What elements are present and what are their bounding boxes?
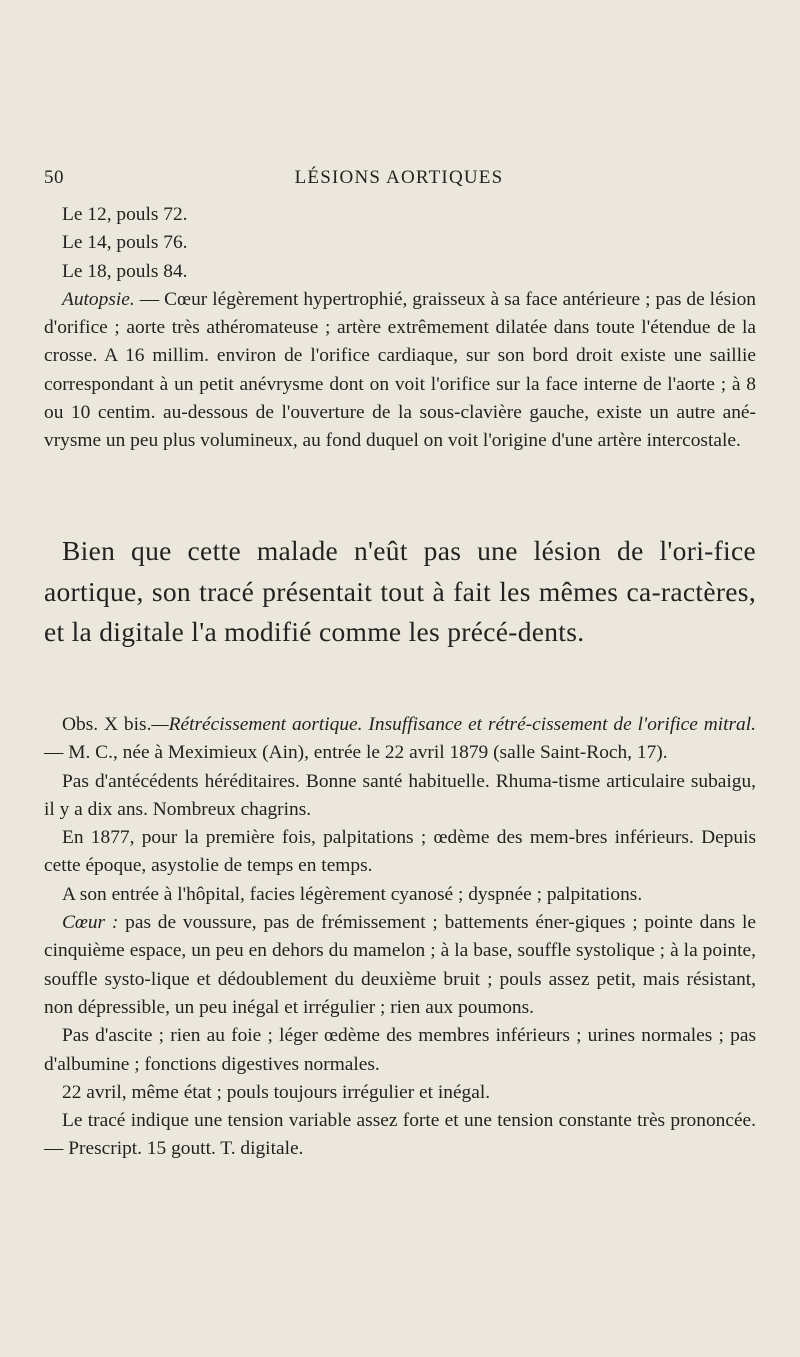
observation-label: Obs. X bis. — [62, 714, 152, 735]
observation-paragraph: Le tracé indique une tension variable assez forte et une tension constante très prononcée. — Prescript. 15 goutt. T. digitale. — [44, 1110, 756, 1160]
page-number: 50 — [44, 167, 64, 188]
autopsy-text: — Cœur légèrement hypertrophié, graisseux à sa face antérieure ; pas de lésion d'orifice ; aorte très athéromateuse ; artère extrêmement dilatée dans toute l'étendue de la crosse. A 16 millim. environ de l'orifice cardiaque, sur son bord droit existe une saillie correspondant à un petit anévrysme dont on voit l'orifice sur la face interne de l'aorte ; à 8 ou 10 centim. au-dessous de l'ouverture de la sous-clavière gauche, existe un autre ané-vrysme un peu plus volumineux, au fond duquel on voit l'origine d'une artère intercostale. — [44, 288, 756, 452]
observation-paragraph: Pas d'antécédents héréditaires. Bonne santé habituelle. Rhuma-tisme articulaire subaigu, il y a dix ans. Nombreux chagrins. — [44, 770, 756, 820]
autopsy-paragraph — [44, 286, 756, 456]
running-title: LÉSIONS AORTIQUES — [294, 167, 504, 188]
pulse-note: Le 12, pouls 72. — [62, 204, 188, 225]
heart-text: pas de voussure, pas de frémissement ; battements éner-giques ; pointe dans le cinquième espace, un peu en dehors du mamelon ; à la base, souffle systolique ; à la pointe, souffle systo-lique et dédoublement du deuxième bruit ; pouls assez petit, mais résistant, non dépressible, un peu inégal et irrégulier ; rien aux poumons. — [44, 912, 756, 1018]
commentary-paragraph: Bien que cette malade n'eût pas une lésion de l'ori-fice aortique, son tracé présentait tout à fait les mêmes ca-ractères, et la digitale l'a modifié comme les précé-dents. — [44, 535, 756, 647]
heart-lead: Cœur : — [62, 912, 119, 934]
observation-heading — [44, 711, 756, 768]
observation-paragraph: En 1877, pour la première fois, palpitations ; œdème des mem-bres inférieurs. Depuis cette époque, asystolie de temps en temps. — [44, 827, 756, 877]
observation — [44, 711, 756, 1164]
commentary — [44, 531, 756, 653]
observation-patient: — M. C., née à Meximieux (Ain), entrée le 22 avril 1879 (salle Saint-Roch, 17). — [44, 742, 668, 764]
page-header — [44, 167, 754, 191]
pulse-note: Le 18, pouls 84. — [62, 260, 188, 282]
observation-paragraph: A son entrée à l'hôpital, facies légèrement cyanosé ; dyspnée ; palpitations. — [62, 883, 643, 905]
heart-exam-paragraph — [44, 909, 756, 1022]
case-notes — [44, 201, 756, 456]
pulse-note: Le 14, pouls 76. — [62, 232, 188, 254]
autopsy-lead: Autopsie. — [62, 288, 135, 310]
observation-paragraph: 22 avril, même état ; pouls toujours irrégulier et inégal. — [62, 1081, 491, 1103]
observation-paragraph: Pas d'ascite ; rien au foie ; léger œdème des membres inférieurs ; urines normales ; pas d'albumine ; fonctions digestives normales. — [44, 1025, 756, 1075]
observation-title: —Rétrécissement aortique. Insuffisance et rétré-cissement de l'orifice mitral. — [151, 714, 756, 735]
